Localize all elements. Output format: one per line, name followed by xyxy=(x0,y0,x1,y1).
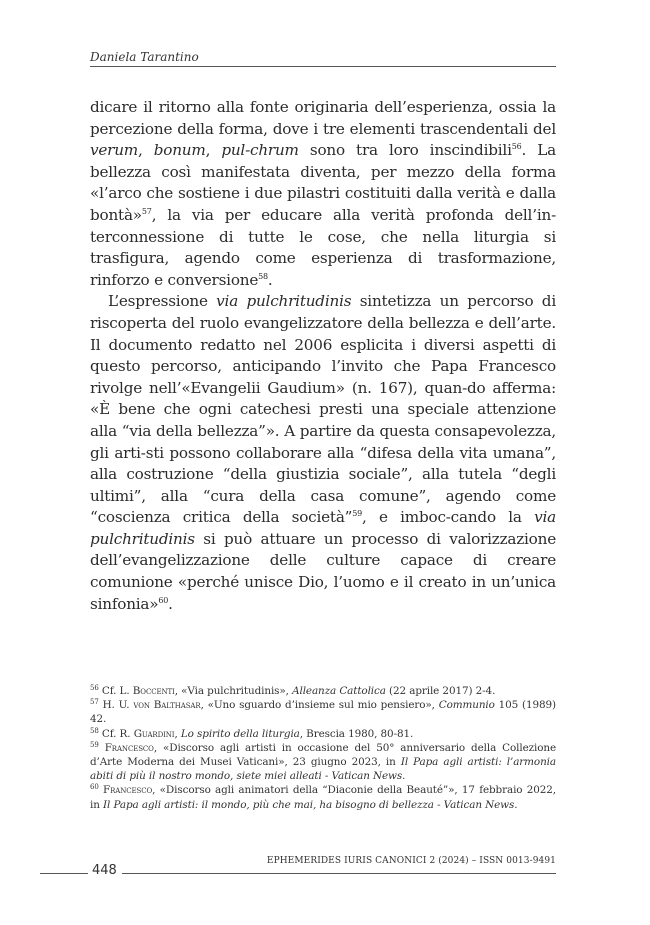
footnote-author: von Balthasar xyxy=(133,699,201,712)
footnote-source: Lo spirito della liturgia xyxy=(180,727,300,740)
text-run: , e imboc-cando la xyxy=(362,508,535,527)
footnote-text: , «Discorso agli animatori della “Diaconie della Beauté”», 17 febbraio 2022, in xyxy=(90,784,557,811)
text-run: sono tra loro inscindibili xyxy=(298,141,512,160)
italic-term: via pulchritudinis xyxy=(90,508,556,548)
footnote-59 xyxy=(90,741,556,784)
text-run: . La bellezza così manifestata diventa, per mezzo della forma «l’arco che sostiene i due pilastri costituiti dalla verità e dalla bontà» xyxy=(90,141,556,224)
footnote-text: Cf. L. xyxy=(101,685,133,697)
footnote-source: Alleanza Cattolica xyxy=(292,685,386,697)
footnote-60 xyxy=(90,783,556,811)
footer-journal-title: EPHEMERIDES IURIS CANONICI 2 (2024) – ISSN 0013-9491 xyxy=(266,856,556,866)
page-number: 448 xyxy=(92,863,117,878)
footnote-ref-58[interactable]: 58 xyxy=(258,271,268,281)
paragraph-1 xyxy=(90,97,556,291)
italic-term: via pulchritudinis xyxy=(216,292,352,311)
footnote-ref-59[interactable]: 59 xyxy=(352,509,363,519)
text-run: . xyxy=(267,270,273,289)
text-run: . xyxy=(168,594,173,613)
footnote-text: Cf. R. xyxy=(101,727,134,740)
footer-divider xyxy=(122,873,556,874)
text-run: dicare il ritorno alla fonte originaria dell’esperienza, ossia la percezione della forma, dove i tre elementi trascendentali del xyxy=(90,98,556,138)
footnote-number: 58 xyxy=(90,726,99,735)
footnote-text: 105 (1989) 42. xyxy=(90,699,556,726)
paragraph-2 xyxy=(90,291,556,615)
footnote-text: , «Via pulchritudinis», xyxy=(174,685,293,697)
footnote-source[interactable]: Il Papa agli artisti: il mondo, più che mai, ha bisogno di bellezza - Vatican News xyxy=(103,798,515,811)
footnote-author: Boccenti xyxy=(132,685,175,697)
footnote-number: 60 xyxy=(90,783,99,792)
footnote-57 xyxy=(90,698,556,726)
footnote-ref-57[interactable]: 57 xyxy=(141,206,152,216)
running-header-author: Daniela Tarantino xyxy=(90,50,199,64)
footnote-text: H. U. xyxy=(102,699,134,712)
footnote-author: Guardini xyxy=(133,727,175,740)
italic-term: pul-chrum xyxy=(221,141,299,160)
footer-divider-left xyxy=(40,873,88,874)
footnote-58 xyxy=(90,727,556,741)
footnote-author: Francesco xyxy=(104,741,154,754)
text-run: , xyxy=(205,141,222,160)
italic-term: verum xyxy=(90,141,139,160)
footnote-56 xyxy=(90,684,556,698)
text-run: , la via per educare alla verità profonda dell’in-terconnessione di tutte le cose, che nella liturgia si trasfigura, agendo come esperienza di trasformazione, rinforzo e conversione xyxy=(90,205,556,289)
footnote-text: , Brescia 1980, 80-81. xyxy=(299,727,414,740)
text-run: si può attuare un processo di valorizzazione dell’evangelizzazione delle culture capace di creare comunione «perché unisce Dio, l’uomo e il creato in un’unica sinfonia» xyxy=(90,529,556,613)
footnotes xyxy=(90,684,556,812)
text-run: L’espressione xyxy=(108,292,217,311)
footnote-text: , «Uno sguardo d’insieme sul mio pensiero», xyxy=(200,699,439,712)
footnote-source[interactable]: Il Papa agli artisti: l’armonia abiti di più il nostro mondo, siete miei alleati - Vatican News xyxy=(90,756,556,783)
footnote-ref-60[interactable]: 60 xyxy=(158,595,169,605)
text-run: sintetizza un percorso di riscoperta del ruolo evangelizzatore della bellezza e dell’arte. Il documento redatto nel 2006 esplicita i diversi aspetti di questo percorso, anticipando l’invito che Papa Francesco rivolge nell’«Evangelii Gaudium» (n. 167), quan-do afferma: «È bene che ogni catechesi presti una speciale attenzione alla “via della bellezza”». A partire da questa consapevolezza, gli arti-sti possono collaborare alla “difesa della vita umana”, alla costruzione “della giustizia sociale”, alla tutela “degli ultimi”, alla “cura della casa comune”, agendo come “coscienza critica della società” xyxy=(90,292,556,527)
footnote-text: . xyxy=(402,770,406,783)
footnote-number: 56 xyxy=(90,684,99,692)
footnote-ref-56[interactable]: 56 xyxy=(511,142,522,152)
text-run: , xyxy=(138,141,154,160)
footnote-text: , xyxy=(174,727,181,740)
footnote-text: , «Discorso agli artisti in occasione del 50° anniversario della Collezione d’Arte Moderna dei Musei Vaticani», 23 giugno 2023, in xyxy=(90,741,557,769)
main-text xyxy=(90,97,556,615)
footnote-text: (22 aprile 2017) 2-4. xyxy=(385,685,496,697)
footnote-number: 57 xyxy=(90,698,99,707)
footnote-number: 59 xyxy=(90,740,99,749)
footnote-author: Francesco xyxy=(103,784,153,797)
footnote-source: Communio xyxy=(438,699,495,712)
header-divider xyxy=(90,66,556,67)
footnote-text: . xyxy=(514,798,518,811)
italic-term: bonum xyxy=(153,141,206,160)
